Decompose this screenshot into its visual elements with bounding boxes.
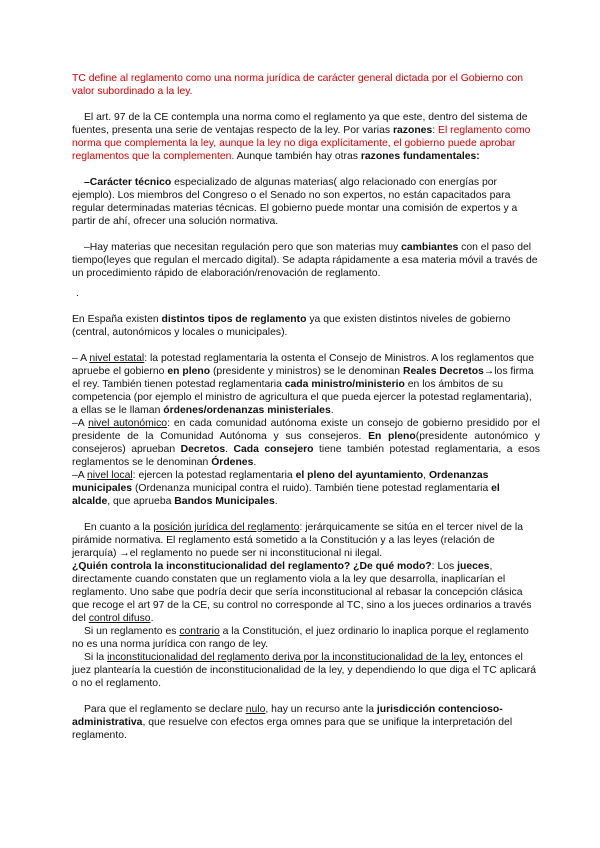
paragraph-reglamento-contrario: Si un reglamento es contrario a la Constitución, el juez ordinario lo inaplica porque el reglamento no es una norma jurídica con rango de ley. [72,626,529,650]
paragraph-nivel-estatal: – A nivel estatal: la potestad reglamentaria la ostenta el Consejo de Ministros. A los reglamentos que apruebe el gobierno en pleno (presidente y ministros) se le denominan Reales Decretos→los firma el rey. También tienen potestad reglamentaria cada ministro/ministerio en los ámbitos de su competencia (por ejemplo el ministro de agricultura el que pueda ejercer la potestad reglamentaria), a ellas se le llaman órdenes/ordenanzas ministeriales. [72,353,535,416]
paragraph-tipos-reglamento: En España existen distintos tipos de reglamento ya que existen distintos niveles de gobierno (central, autonómicos y locales o municipales). [72,314,511,338]
intro-definition: TC define al reglamento como una norma jurídica de carácter general dictada por el Gobierno con valor subordinado a la ley. [72,73,524,97]
paragraph-nivel-local: –A nivel local: ejercen la potestad reglamentaria el pleno del ayuntamiento, Ordenanzas municipales (Ordenanza municipal contra el ruido). También tiene potestad reglamentaria el alcalde, que aprueba Bandos Municipales. [72,470,500,507]
paragraph-materias-cambiantes: –Hay materias que necesitan regulación pero que son materias muy cambiantes con el paso del tiempo(leyes que regulan el mercado digital). Se adapta rápidamente a esa materia móvil a través de un procedimiento rápido de elaboración/renovación de reglamento. [72,242,538,279]
red-highlight: El reglamento como norma que complementa la ley, aunque la ley no diga explícitamente, el gobierno puede aprobar reglamentos que la complementen. [72,125,531,162]
paragraph-inconstitucionalidad-ley: Si la inconstitucionalidad del reglamento deriva por la inconstitucionalidad de la ley, entonces el juez plantearía la cuestión de inconstitucionalidad de la ley, y dependiendo lo que diga el TC aplicará o no el reglamento. [72,652,537,689]
paragraph-caracter-tecnico: –Carácter técnico especializado de algunas materias( algo relacionado con energías por ejemplo). Los miembros del Congreso o el Senado no son expertos, no están capacitados para regular determinadas materias técnicas. El gobierno puede montar una comisión de expertos y a partir de ahí, ofrecer una solución normativa. [72,177,518,227]
paragraph-nulidad: Para que el reglamento se declare nulo, hay un recurso ante la jurisdicción contencioso-administrativa, que resuelve con efectos erga omnes para que se unifique la interpretación del reglamento. [72,704,513,741]
paragraph-posicion-juridica: En cuanto a la posición jurídica del reglamento: jerárquicamente se sitúa en el tercer nivel de la pirámide normativa. El reglamento está sometido a la Constitución y a las leyes (relación de jerarquía) →el reglamento no puede ser ni inconstitucional ni ilegal. [72,522,523,559]
paragraph-nivel-autonomico: –A nivel autonómico: en cada comunidad autónoma existe un consejo de gobierno presidido por el presidente de la Comunidad Autónoma y sus consejeros. En pleno(presidente autonómico y consejeros) aprueban Decretos. Cada consejero tiene también potestad reglamentaria, a esos reglamentos se le denominan Órdenes. [72,418,540,468]
paragraph-control-inconstitucionalidad: ¿Quién controla la inconstitucionalidad del reglamento? ¿De qué modo?: Los jueces, directamente cuando constaten que un reglamento viola a la ley que desarrolla, inaplicarían el reglamento. Uno sabe que podría decir que sería inconstitucional al rebasar la concepción clásica que recoge el art 97 de la CE, su control no corresponde al TC, sino a los jueces ordinarios a través del control difuso. [72,561,532,624]
stray-dot: . [76,288,79,299]
paragraph-art97: El art. 97 de la CE contempla una norma como el reglamento ya que este, dentro del sistema de fuentes, presenta una serie de ventajas respecto de la ley. Por varias razones: El reglamento como norma que complementa la ley, aunque la ley no diga explícitamente, el gobierno puede aprobar reglamentos que la complementen. Aunque también hay otras razones fundamentales: [72,112,531,162]
